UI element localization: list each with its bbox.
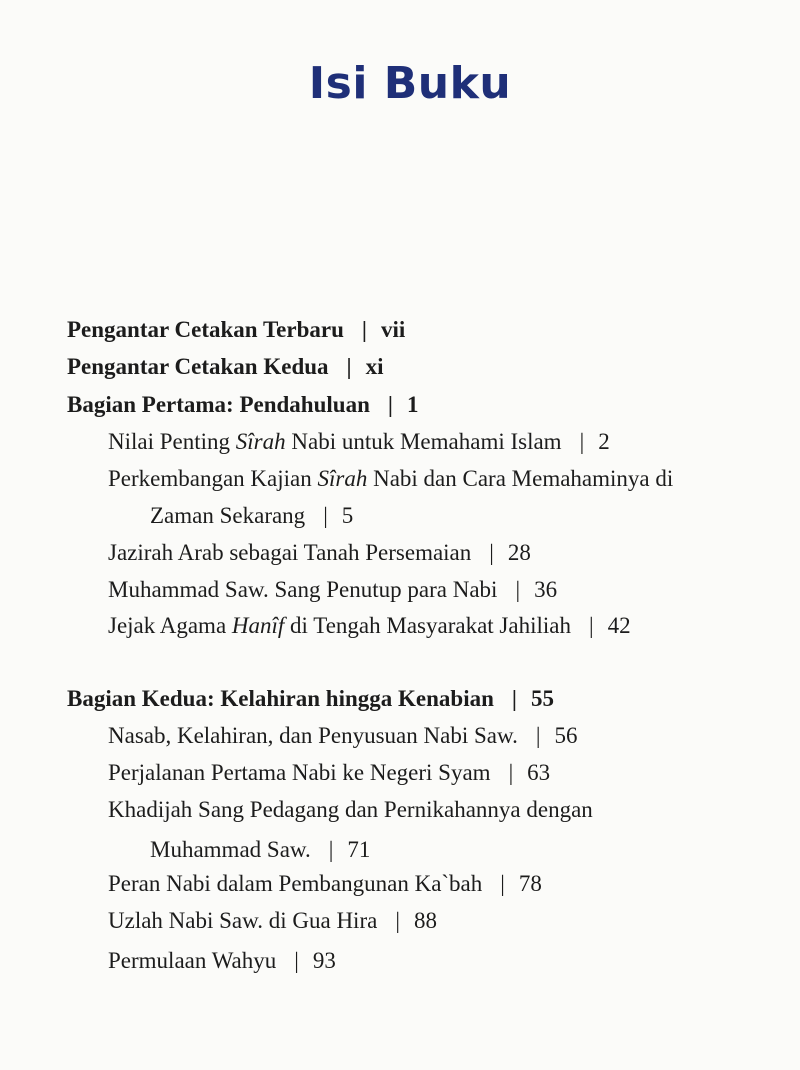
entry-title-post: di Tengah Masyarakat Jahiliah	[284, 613, 571, 638]
page-number: 78	[518, 871, 542, 896]
page-number: 55	[530, 686, 554, 711]
toc-entry-perjalanan-pertama	[108, 759, 550, 787]
page-title: Isi Buku	[308, 58, 512, 109]
entry-title-italic: Sîrah	[317, 466, 368, 491]
page-number: 36	[534, 577, 558, 602]
toc-entry-permulaan-wahyu	[108, 947, 336, 975]
separator: |	[500, 871, 505, 896]
entry-title-pre: Nilai Penting	[108, 429, 236, 454]
toc-entry-perkembangan-kajian	[108, 465, 673, 493]
page-number: 28	[507, 540, 531, 565]
entry-title: Peran Nabi dalam Pembangunan Ka`bah	[108, 871, 483, 896]
separator: |	[323, 503, 328, 528]
page-number: 88	[413, 908, 437, 933]
entry-title: Nasab, Kelahiran, dan Penyusuan Nabi Saw.	[108, 723, 518, 748]
separator: |	[489, 540, 494, 565]
page-number: 5	[341, 503, 354, 528]
toc-entry-pengantar-terbaru	[67, 316, 405, 344]
entry-title: Perjalanan Pertama Nabi ke Negeri Syam	[108, 760, 491, 785]
toc-entry-pengantar-kedua	[67, 353, 384, 381]
page-number: vii	[380, 317, 406, 342]
toc-entry-jazirah-arab	[108, 539, 531, 567]
entry-title-italic: Hanîf	[231, 613, 285, 638]
entry-title-pre: Perkembangan Kajian	[108, 466, 318, 491]
entry-title-post: Nabi dan Cara Memahaminya di	[367, 466, 674, 491]
separator: |	[294, 948, 299, 973]
page-number: 93	[312, 948, 336, 973]
separator: |	[387, 392, 393, 417]
toc-entry-khadijah	[108, 796, 593, 824]
separator: |	[328, 837, 334, 862]
page-number: 1	[406, 392, 419, 417]
toc-entry-khadijah-cont	[150, 836, 370, 864]
entry-title: Zaman Sekarang	[150, 503, 306, 528]
toc-entry-peran-nabi	[108, 870, 542, 898]
entry-title-italic: Sîrah	[235, 429, 286, 454]
entry-title: Jazirah Arab sebagai Tanah Persemaian	[108, 540, 472, 565]
separator: |	[395, 908, 400, 933]
page-number: 63	[527, 760, 551, 785]
entry-title-pre: Jejak Agama	[108, 613, 232, 638]
entry-title: Bagian Pertama: Pendahuluan	[67, 392, 370, 417]
toc-entry-uzlah	[108, 907, 437, 935]
separator: |	[511, 686, 517, 711]
entry-title-post: Nabi untuk Memahami Islam	[285, 429, 562, 454]
entry-title: Muhammad Saw.	[150, 837, 311, 862]
entry-title: Permulaan Wahyu	[108, 948, 277, 973]
entry-title: Pengantar Cetakan Terbaru	[67, 317, 344, 342]
toc-entry-nilai-penting	[108, 428, 610, 456]
page-number: 42	[607, 613, 631, 638]
separator: |	[508, 760, 514, 785]
separator: |	[535, 723, 541, 748]
page-number: xi	[365, 354, 384, 379]
entry-title: Khadijah Sang Pedagang dan Pernikahannya dengan	[108, 797, 593, 822]
toc-entry-jejak-agama	[108, 612, 631, 640]
entry-title: Pengantar Cetakan Kedua	[67, 354, 329, 379]
separator: |	[588, 613, 594, 638]
toc-entry-perkembangan-kajian-cont	[150, 502, 353, 530]
separator: |	[346, 354, 352, 379]
page-number: 2	[598, 429, 610, 454]
page-number: 71	[347, 837, 371, 862]
page-number: 56	[554, 723, 578, 748]
entry-title: Bagian Kedua: Kelahiran hingga Kenabian	[67, 686, 494, 711]
toc-entry-bagian-kedua	[67, 685, 554, 713]
toc-entry-muhammad-penutup	[108, 576, 557, 604]
toc-entry-bagian-pertama	[67, 391, 418, 419]
entry-title: Uzlah Nabi Saw. di Gua Hira	[108, 908, 378, 933]
separator: |	[361, 317, 367, 342]
entry-title: Muhammad Saw. Sang Penutup para Nabi	[108, 577, 498, 602]
toc-entry-nasab	[108, 722, 577, 750]
separator: |	[515, 577, 521, 602]
separator: |	[579, 429, 585, 454]
